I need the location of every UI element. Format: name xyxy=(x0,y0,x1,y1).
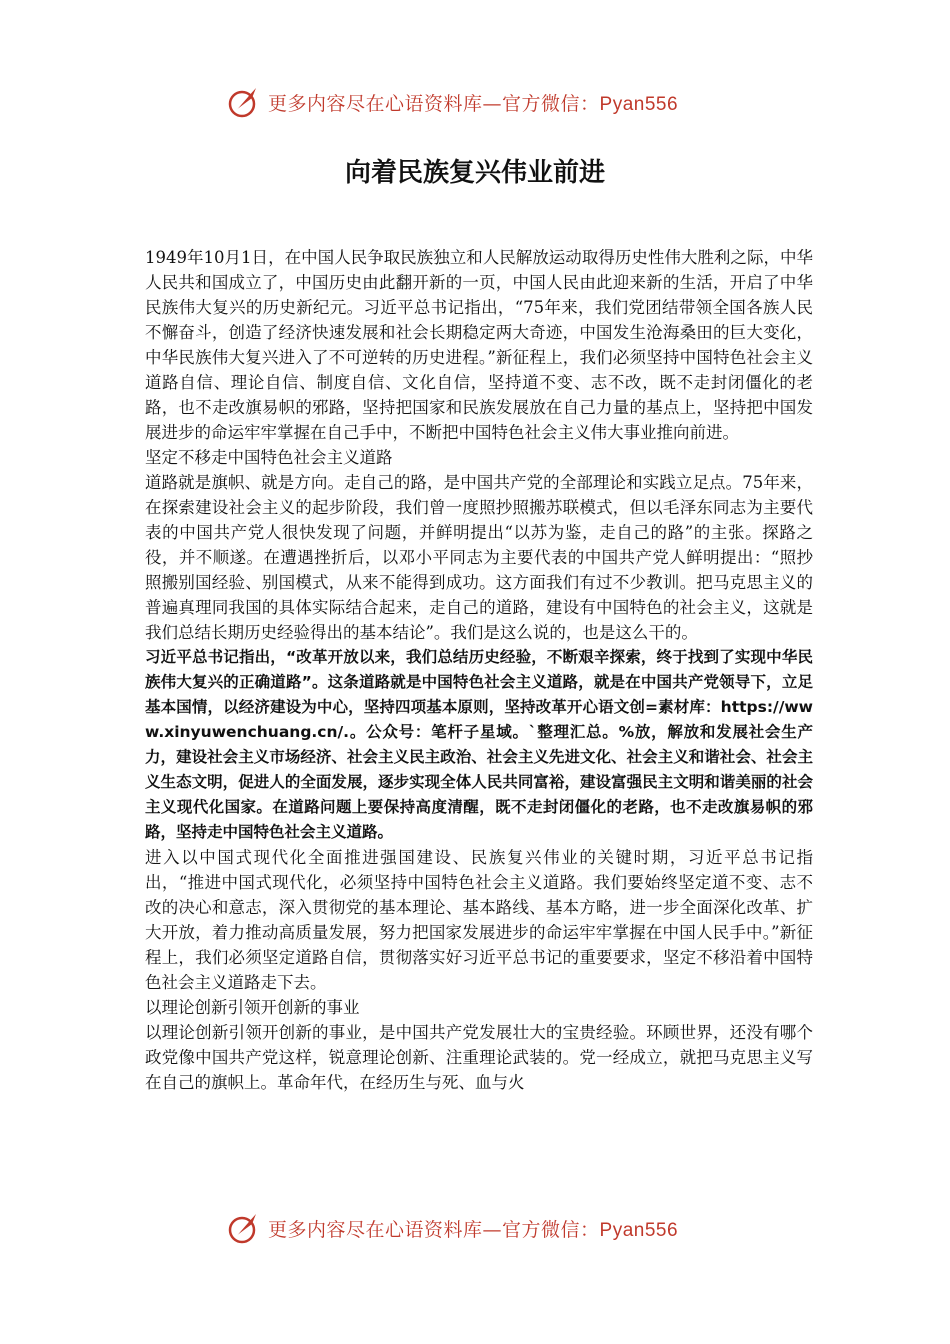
document-body xyxy=(145,245,813,1095)
header-watermark-banner xyxy=(226,82,678,122)
banner-text xyxy=(268,1215,678,1242)
banner-wechat-id: Pyan556 xyxy=(599,1219,679,1241)
banner-label: 更多内容尽在心语资料库—官方微信： xyxy=(268,1218,600,1241)
quill-logo-icon xyxy=(226,84,262,120)
paragraph-modernization: 进入以中国式现代化全面推进强国建设、民族复兴伟业的关键时期，习近平总书记指出，“推进中国式现代化，必须坚持中国特色社会主义道路。我们要始终坚定道不变、志不改的决心和意志，深入贯彻党的基本理论、基本路线、基本方略，进一步全面深化改革、扩大开放，着力推动高质量发展，努力把国家发展进步的命运牢牢掌握在中国人民手中。”新征程上，我们必须坚定道路自信，贯彻落实好习近平总书记的重要要求，坚定不移沿着中国特色社会主义道路走下去。 xyxy=(145,848,813,992)
paragraph-reform-quote: 习近平总书记指出，“改革开放以来，我们总结历史经验，不断艰辛探索，终于找到了实现中华民族伟大复兴的正确道路”。这条道路就是中国特色社会主义道路，就是在中国共产党领导下，立足基本国情，以经济建设为中心，坚持四项基本原则，坚持改革开心语文创=素材库：https://www.xinyuwenchuang.cn/.。公众号：笔杆子星域。`整理汇总。%放，解放和发展社会生产力，建设社会主义市场经济、社会主义民主政治、社会主义先进文化、社会主义和谐社会、社会主义生态文明，促进人的全面发展，逐步实现全体人民共同富裕，建设富强民主文明和谐美丽的社会主义现代化国家。在道路问题上要保持高度清醒，既不走封闭僵化的老路，也不走改旗易帜的邪路，坚持走中国特色社会主义道路。 xyxy=(145,648,813,841)
paragraph-intro: 1949年10月1日，在中国人民争取民族独立和人民解放运动取得历史性伟大胜利之际，中华人民共和国成立了，中国历史由此翻开新的一页，中国人民由此迎来新的生活，开启了中华民族伟大复兴的历史新纪元。习近平总书记指出，“75年来，我们党团结带领全国各族人民不懈奋斗，创造了经济快速发展和社会长期稳定两大奇迹，中国发生沧海桑田的巨大变化，中华民族伟大复兴进入了不可逆转的历史进程。”新征程上，我们必须坚持中国特色社会主义道路自信、理论自信、制度自信、文化自信，坚持道不变、志不改，既不走封闭僵化的老路，也不走改旗易帜的邪路，坚持把国家和民族发展放在自己力量的基点上，坚持把中国发展进步的命运牢牢掌握在自己手中，不断把中国特色社会主义伟大事业推向前进。 xyxy=(145,248,813,442)
paragraph-theory: 以理论创新引领开创新的事业，是中国共产党发展壮大的宝贵经验。环顾世界，还没有哪个政党像中国共产党这样，锐意理论创新、注重理论武装的。党一经成立，就把马克思主义写在自己的旗帜上。革命年代，在经历生与死、血与火 xyxy=(145,1023,813,1092)
paragraph-road-banner: 道路就是旗帜、就是方向。走自己的路，是中国共产党的全部理论和实践立足点。75年来，在探索建设社会主义的起步阶段，我们曾一度照抄照搬苏联模式，但以毛泽东同志为主要代表的中国共产党人很快发现了问题，并鲜明提出“以苏为鉴，走自己的路”的主张。探路之役，并不顺遂。在遭遇挫折后，以邓小平同志为主要代表的中国共产党人鲜明提出：“照抄照搬别国经验、别国模式，从来不能得到成功。这方面我们有过不少教训。把马克思主义的普遍真理同我国的具体实际结合起来，走自己的道路，建设有中国特色的社会主义，这就是我们总结长期历史经验得出的基本结论”。我们是这么说的，也是这么干的。 xyxy=(145,473,813,642)
section-heading-theory: 以理论创新引领开创新的事业 xyxy=(145,998,360,1017)
quill-logo-icon xyxy=(226,1210,262,1246)
section-heading-road: 坚定不移走中国特色社会主义道路 xyxy=(145,448,393,467)
document-title: 向着民族复兴伟业前进 xyxy=(344,158,605,188)
banner-label: 更多内容尽在心语资料库—官方微信： xyxy=(268,92,600,115)
banner-wechat-id: Pyan556 xyxy=(599,93,679,115)
footer-watermark-banner xyxy=(226,1208,678,1248)
banner-text xyxy=(268,89,678,116)
